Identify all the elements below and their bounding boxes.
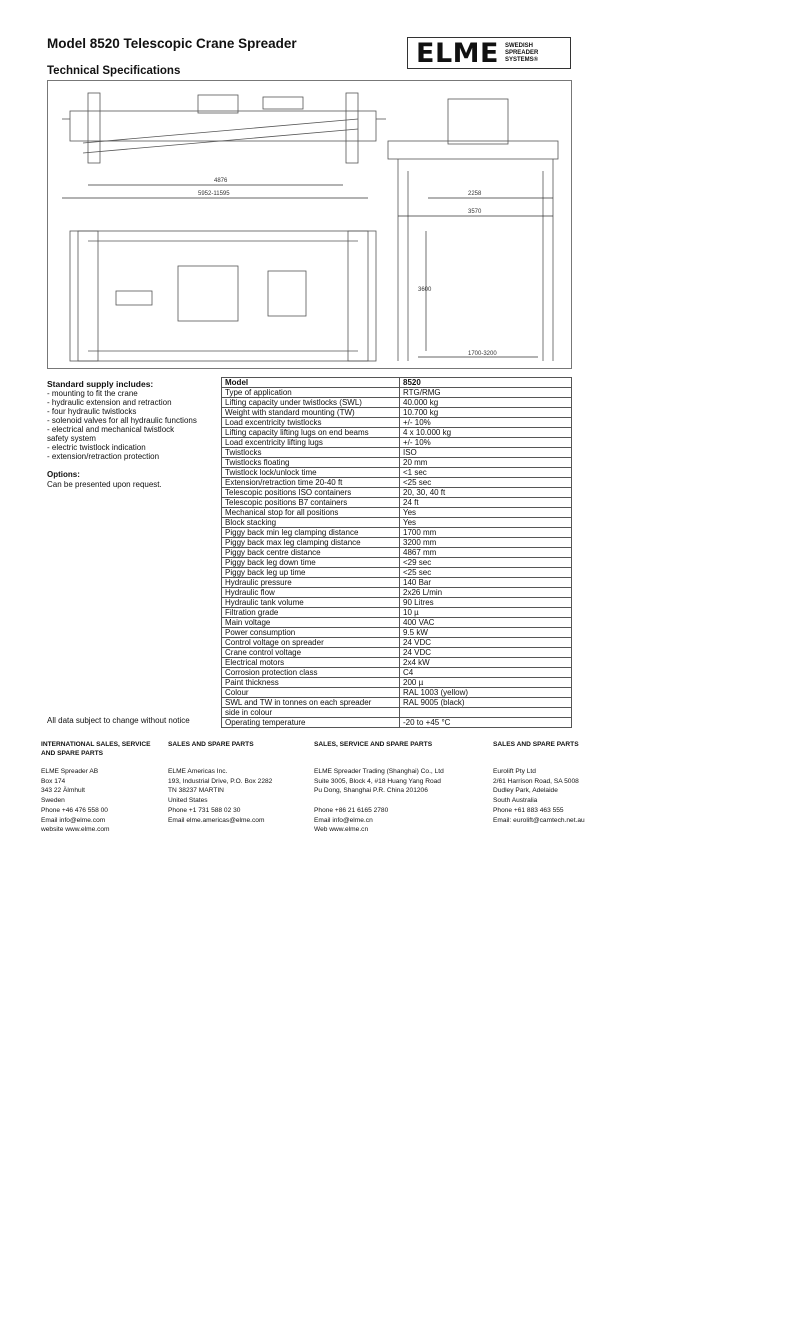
spec-value: C4 (400, 668, 572, 678)
supply-item: - four hydraulic twistlocks (47, 407, 137, 416)
spec-value: 200 µ (400, 678, 572, 688)
spec-label: Paint thickness (222, 678, 400, 688)
contact-line: Phone +1 731 588 02 30 (168, 806, 241, 814)
spec-value: 9.5 kW (400, 628, 572, 638)
spec-row (222, 678, 572, 688)
spec-value: <29 sec (400, 558, 572, 568)
contact-line: Dudley Park, Adelaide (493, 787, 558, 795)
spec-row (222, 558, 572, 568)
spec-value: 1700 mm (400, 528, 572, 538)
contact-line: Email info@elme.cn (314, 816, 373, 824)
contact-block (314, 740, 489, 835)
spec-row (222, 548, 572, 558)
contact-line: Box 174 (41, 777, 66, 785)
contact-line: Phone +61 883 463 555 (493, 806, 564, 814)
spec-row (222, 498, 572, 508)
contact-line: United States (168, 797, 208, 805)
spec-label: Electrical motors (222, 658, 400, 668)
supply-item: - hydraulic extension and retraction (47, 398, 172, 407)
contact-block (168, 740, 308, 825)
spec-value: 24 VDC (400, 638, 572, 648)
spec-value (400, 708, 572, 718)
spec-row (222, 468, 572, 478)
spec-row (222, 608, 572, 618)
spec-label: side in colour (222, 708, 400, 718)
dim-side-lower: 3570 (468, 209, 482, 215)
spec-value: 140 Bar (400, 578, 572, 588)
spreader-drawing-svg (48, 81, 573, 370)
spec-label: Control voltage on spreader (222, 638, 400, 648)
contact-line: Phone +86 21 6165 2780 (314, 806, 389, 814)
options-heading: Options: (47, 470, 80, 479)
spec-row (222, 668, 572, 678)
spec-row (222, 698, 572, 708)
spec-label: SWL and TW in tonnes on each spreader (222, 698, 400, 708)
contact-line: Pu Dong, Shanghai P.R. China 201206 (314, 787, 428, 795)
contact-line: ELME Americas Inc. (168, 768, 228, 775)
spec-label: Piggy back centre distance (222, 548, 400, 558)
spec-value: 2x26 L/min (400, 588, 572, 598)
spec-label: Piggy back max leg clamping distance (222, 538, 400, 548)
supply-item: - electrical and mechanical twistlock (47, 425, 175, 434)
spec-label: Telescopic positions ISO containers (222, 488, 400, 498)
contact-line: Sweden (41, 797, 65, 805)
supply-item: - electric twistlock indication (47, 443, 146, 452)
spec-value: 3200 mm (400, 538, 572, 548)
spec-row (222, 588, 572, 598)
spec-label: Lifting capacity lifting lugs on end beams (222, 428, 400, 438)
spec-value: ISO (400, 448, 572, 458)
spec-row (222, 508, 572, 518)
logo-wordmark: ELME (416, 37, 499, 69)
contact-block (493, 740, 613, 825)
spec-label: Piggy back leg down time (222, 558, 400, 568)
supply-item: - solenoid valves for all hydraulic functions (47, 416, 197, 425)
spec-row (222, 418, 572, 428)
spec-value: RAL 9005 (black) (400, 698, 572, 708)
contact-heading: INTERNATIONAL SALES, SERVICE AND SPARE PARTS (41, 741, 151, 757)
spec-label: Block stacking (222, 518, 400, 528)
options-section (47, 470, 162, 489)
spec-label: Twistlocks floating (222, 458, 400, 468)
supply-item: - extension/retraction protection (47, 452, 160, 461)
contact-line: Web www.elme.cn (314, 826, 369, 834)
spec-label: Main voltage (222, 618, 400, 628)
spec-row (222, 708, 572, 718)
page-title: Model 8520 Telescopic Crane Spreader (47, 36, 297, 51)
elme-logo (407, 37, 571, 69)
spec-value: 40.000 kg (400, 398, 572, 408)
spec-value: +/- 10% (400, 438, 572, 448)
contact-line: Phone +46 476 558 00 (41, 806, 108, 814)
spec-row (222, 388, 572, 398)
spec-value: 4867 mm (400, 548, 572, 558)
spec-row (222, 628, 572, 638)
spec-value: 4 x 10.000 kg (400, 428, 572, 438)
contact-line: 193, Industrial Drive, P.O. Box 2282 (168, 777, 273, 785)
spec-value: 10 µ (400, 608, 572, 618)
contact-line: 343 22 Älmhult (41, 787, 85, 795)
spec-row (222, 538, 572, 548)
spec-label: Weight with standard mounting (TW) (222, 408, 400, 418)
contact-line: Eurolift Pty Ltd (493, 768, 536, 775)
contact-line: ELME Spreader Trading (Shanghai) Co., Ltd (314, 768, 444, 775)
contact-heading: SALES, SERVICE AND SPARE PARTS (314, 741, 433, 748)
spec-row (222, 568, 572, 578)
spec-value: 90 Litres (400, 598, 572, 608)
spec-label: Operating temperature (222, 718, 400, 728)
contact-heading: SALES AND SPARE PARTS (168, 741, 254, 748)
spec-label: Hydraulic pressure (222, 578, 400, 588)
spec-label: Twistlocks (222, 448, 400, 458)
dim-top-inner: 4876 (214, 178, 228, 184)
contact-line: TN 38237 MARTIN (168, 787, 224, 795)
spec-label: Hydraulic tank volume (222, 598, 400, 608)
contact-line: Email elme.americas@elme.com (168, 816, 265, 824)
change-notice: All data subject to change without notice (47, 716, 190, 725)
dim-side-bottom: 1700-3200 (468, 351, 497, 357)
spec-row (222, 688, 572, 698)
spec-header-label: Model (222, 378, 400, 388)
spec-value: 24 VDC (400, 648, 572, 658)
contact-line: Email info@elme.com (41, 816, 106, 824)
spec-value: RAL 1003 (yellow) (400, 688, 572, 698)
spec-label: Lifting capacity under twistlocks (SWL) (222, 398, 400, 408)
spec-value: 24 ft (400, 498, 572, 508)
contact-block (41, 740, 161, 835)
spec-label: Telescopic positions B7 containers (222, 498, 400, 508)
spec-label: Filtration grade (222, 608, 400, 618)
spec-row (222, 618, 572, 628)
spec-header-row (222, 378, 572, 388)
contact-heading: SALES AND SPARE PARTS (493, 741, 579, 748)
spec-label: Load excentricity twistlocks (222, 418, 400, 428)
spec-row (222, 488, 572, 498)
spec-label: Hydraulic flow (222, 588, 400, 598)
contact-line: website www.elme.com (41, 826, 110, 834)
spec-label: Colour (222, 688, 400, 698)
standard-supply-section (47, 380, 217, 461)
contact-line: Email: eurolift@camtech.net.au (493, 816, 585, 824)
dim-side-upper: 2258 (468, 191, 482, 197)
spec-row (222, 598, 572, 608)
spec-label: Power consumption (222, 628, 400, 638)
spec-value: 20 mm (400, 458, 572, 468)
spec-row (222, 518, 572, 528)
page-subtitle: Technical Specifications (47, 65, 181, 77)
spec-label: Mechanical stop for all positions (222, 508, 400, 518)
end-view (388, 99, 558, 361)
spec-value: RTG/RMG (400, 388, 572, 398)
spec-value: <25 sec (400, 568, 572, 578)
spec-row (222, 658, 572, 668)
spec-label: Corrosion protection class (222, 668, 400, 678)
spec-value: 10.700 kg (400, 408, 572, 418)
spec-label: Twistlock lock/unlock time (222, 468, 400, 478)
spec-value: +/- 10% (400, 418, 572, 428)
supply-item: safety system (47, 434, 96, 443)
spec-row (222, 438, 572, 448)
spec-value: -20 to +45 °C (400, 718, 572, 728)
spec-value: Yes (400, 518, 572, 528)
spec-value: <25 sec (400, 478, 572, 488)
logo-tagline: SWEDISH SPREADER SYSTEMS® (504, 42, 539, 63)
spec-value: <1 sec (400, 468, 572, 478)
spec-label: Crane control voltage (222, 648, 400, 658)
spec-row (222, 448, 572, 458)
supply-heading: Standard supply includes: (47, 379, 154, 389)
spec-row (222, 408, 572, 418)
plan-view (70, 231, 376, 361)
spec-label: Load excentricity lifting lugs (222, 438, 400, 448)
spec-header-model: 8520 (400, 378, 572, 388)
spec-label: Type of application (222, 388, 400, 398)
supply-list (47, 389, 217, 461)
top-view (62, 93, 386, 163)
dim-side-height: 3600 (418, 287, 432, 293)
spec-row (222, 458, 572, 468)
contact-line: South Australia (493, 797, 538, 805)
spec-row (222, 478, 572, 488)
spec-value: 2x4 kW (400, 658, 572, 668)
spec-row (222, 718, 572, 728)
options-text: Can be presented upon request. (47, 479, 162, 489)
spec-row (222, 398, 572, 408)
contact-line: Suite 3005, Block 4, #18 Huang Yang Road (314, 777, 441, 785)
dim-top-outer: 5952-11595 (198, 191, 230, 197)
spec-label: Piggy back leg up time (222, 568, 400, 578)
contact-line (314, 796, 489, 806)
spec-value: 20, 30, 40 ft (400, 488, 572, 498)
contact-line: 2/61 Harrison Road, SA 5008 (493, 777, 579, 785)
spec-label: Piggy back min leg clamping distance (222, 528, 400, 538)
spec-value: 400 VAC (400, 618, 572, 628)
spec-row (222, 638, 572, 648)
spec-table (221, 377, 572, 728)
contact-line: ELME Spreader AB (41, 768, 99, 775)
spec-label: Extension/retraction time 20-40 ft (222, 478, 400, 488)
spec-row (222, 528, 572, 538)
spec-row (222, 428, 572, 438)
spec-row (222, 578, 572, 588)
spec-row (222, 648, 572, 658)
supply-item: - mounting to fit the crane (47, 389, 138, 398)
spec-value: Yes (400, 508, 572, 518)
technical-drawing (47, 80, 572, 369)
